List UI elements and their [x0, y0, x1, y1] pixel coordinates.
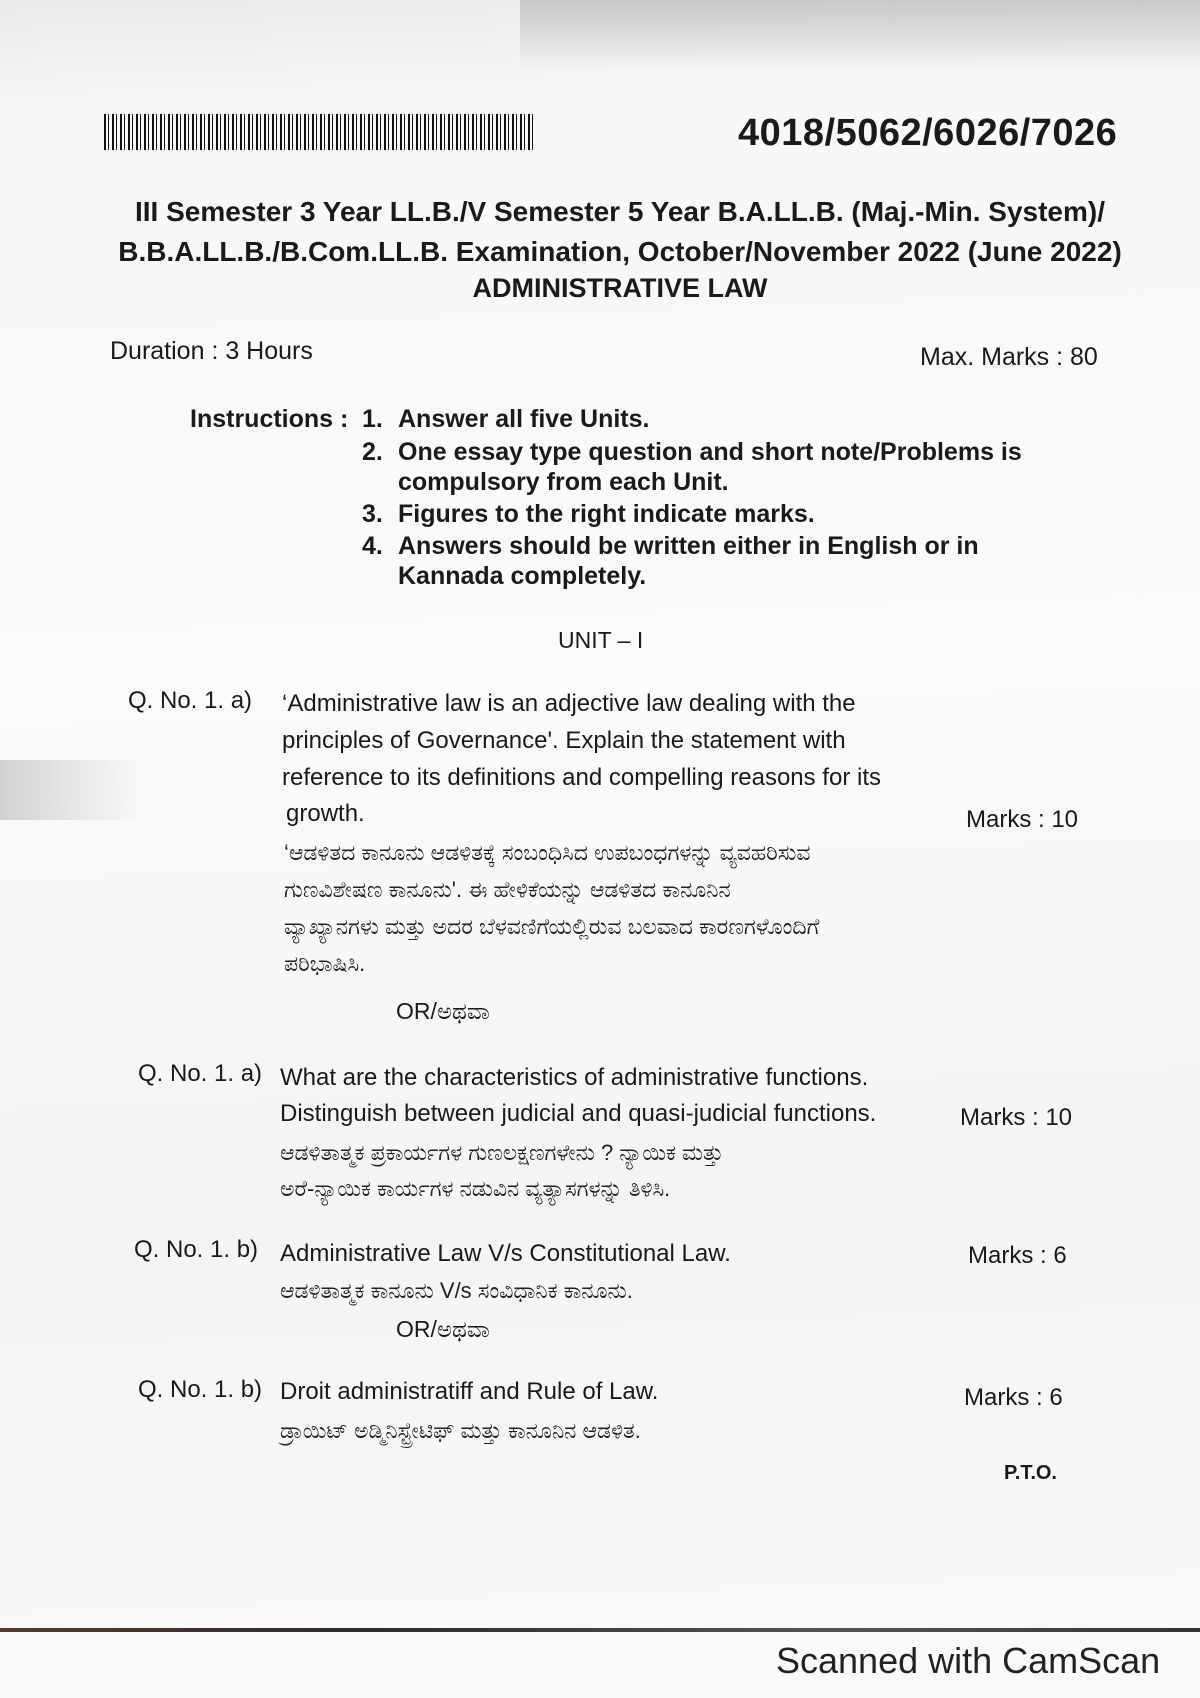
question-text: Distinguish between judicial and quasi-judicial functions. [280, 1100, 877, 1127]
question-text-kannada: ಆಡಳಿತಾತ್ಮಕ ಪ್ರಕಾರ್ಯಗಳ ಗುಣಲಕ್ಷಣಗಳೇನು ? ನ್ಯಾಯಿಕ ಮತ್ತು [280, 1140, 724, 1165]
scan-shadow [520, 0, 1200, 70]
unit-heading: UNIT – I [558, 627, 644, 653]
max-marks: Max. Marks : 80 [920, 343, 1098, 371]
question-text: principles of Governance'. Explain the statement with [282, 727, 846, 754]
question-text-kannada: ಡ್ರಾಯಿಟ್ ಅಡ್ಮಿನಿಸ್ಟ್ರೇಟಿಫ್ ಮತ್ತು ಕಾನೂನಿನ ಆಡಳಿತ. [280, 1418, 641, 1443]
or-separator: OR/ಅಥವಾ [396, 1316, 490, 1342]
question-text-kannada: ವ್ಯಾಖ್ಯಾನಗಳು ಮತ್ತು ಅದರ ಬೆಳವಣಿಗೆಯಲ್ಲಿರುವ ಬಲವಾದ ಕಾರಣಗಳೊಂದಿಗೆ [284, 914, 820, 939]
question-marks: Marks : 6 [964, 1384, 1063, 1411]
question-marks: Marks : 10 [960, 1104, 1073, 1131]
instruction-item: 1. Answer all five Units. [362, 405, 650, 433]
instruction-item: 3. Figures to the right indicate marks. [362, 500, 815, 528]
question-label: Q. No. 1. a) [138, 1060, 263, 1087]
subject-title: ADMINISTRATIVE LAW [472, 273, 768, 303]
question-text-kannada: ಆಡಳಿತಾತ್ಮಕ ಕಾನೂನು V/s ಸಂವಿಧಾನಿಕ ಕಾನೂನು. [280, 1278, 633, 1303]
question-marks: Marks : 6 [968, 1242, 1067, 1269]
instruction-item-continued: Kannada completely. [398, 562, 647, 590]
question-text-kannada: ಗುಣವಿಶೇಷಣ ಕಾನೂನು'. ಈ ಹೇಳಿಕೆಯನ್ನು ಆಡಳಿತದ ಕಾನೂನಿನ [284, 877, 731, 902]
question-text: What are the characteristics of administrative functions. [280, 1064, 869, 1091]
instructions-label: Instructions : [190, 405, 349, 433]
question-text-kannada: ‘ಆಡಳಿತದ ಕಾನೂನು ಆಡಳಿತಕ್ಕೆ ಸಂಬಂಧಿಸಿದ ಉಪಬಂಧಗಳನ್ನು ವ್ಯವಹರಿಸುವ [284, 840, 811, 865]
instruction-item-continued: compulsory from each Unit. [398, 468, 729, 496]
instruction-item: 4. Answers should be written either in English or in [362, 532, 979, 560]
question-text: Droit administratiff and Rule of Law. [280, 1378, 659, 1405]
header-line-2: B.B.A.LL.B./B.Com.LL.B. Examination, October/November 2022 (June 2022) [118, 236, 1122, 267]
question-label: Q. No. 1. b) [138, 1376, 263, 1403]
pto-note: P.T.O. [1004, 1462, 1057, 1484]
page-bottom-edge [0, 1628, 1200, 1632]
header-line-1: III Semester 3 Year LL.B./V Semester 5 Year B.A.LL.B. (Maj.-Min. System)/ [134, 196, 1105, 227]
instruction-item: 2. One essay type question and short note/Problems is [362, 438, 1022, 466]
paper-code: 4018/5062/6026/7026 [738, 112, 1118, 154]
question-text: growth. [286, 800, 365, 827]
or-separator: OR/ಅಥವಾ [396, 998, 490, 1024]
question-text: reference to its definitions and compelling reasons for its [282, 764, 881, 791]
question-label: Q. No. 1. a) [128, 687, 253, 714]
camscanner-watermark: Scanned with CamScan [776, 1640, 1161, 1681]
duration: Duration : 3 Hours [110, 337, 313, 365]
question-text: Administrative Law V/s Constitutional Law. [280, 1240, 731, 1267]
paper-fold-shadow [0, 760, 140, 820]
question-marks: Marks : 10 [966, 806, 1079, 833]
barcode [104, 114, 534, 150]
question-text-kannada: ಪರಿಭಾಷಿಸಿ. [284, 951, 366, 976]
question-label: Q. No. 1. b) [134, 1236, 259, 1263]
question-text-kannada: ಅರೆ-ನ್ಯಾಯಿಕ ಕಾರ್ಯಗಳ ನಡುವಿನ ವ್ಯತ್ಯಾಸಗಳನ್ನು ತಿಳಿಸಿ. [280, 1176, 671, 1201]
question-text: ‘Administrative law is an adjective law dealing with the [282, 690, 856, 717]
